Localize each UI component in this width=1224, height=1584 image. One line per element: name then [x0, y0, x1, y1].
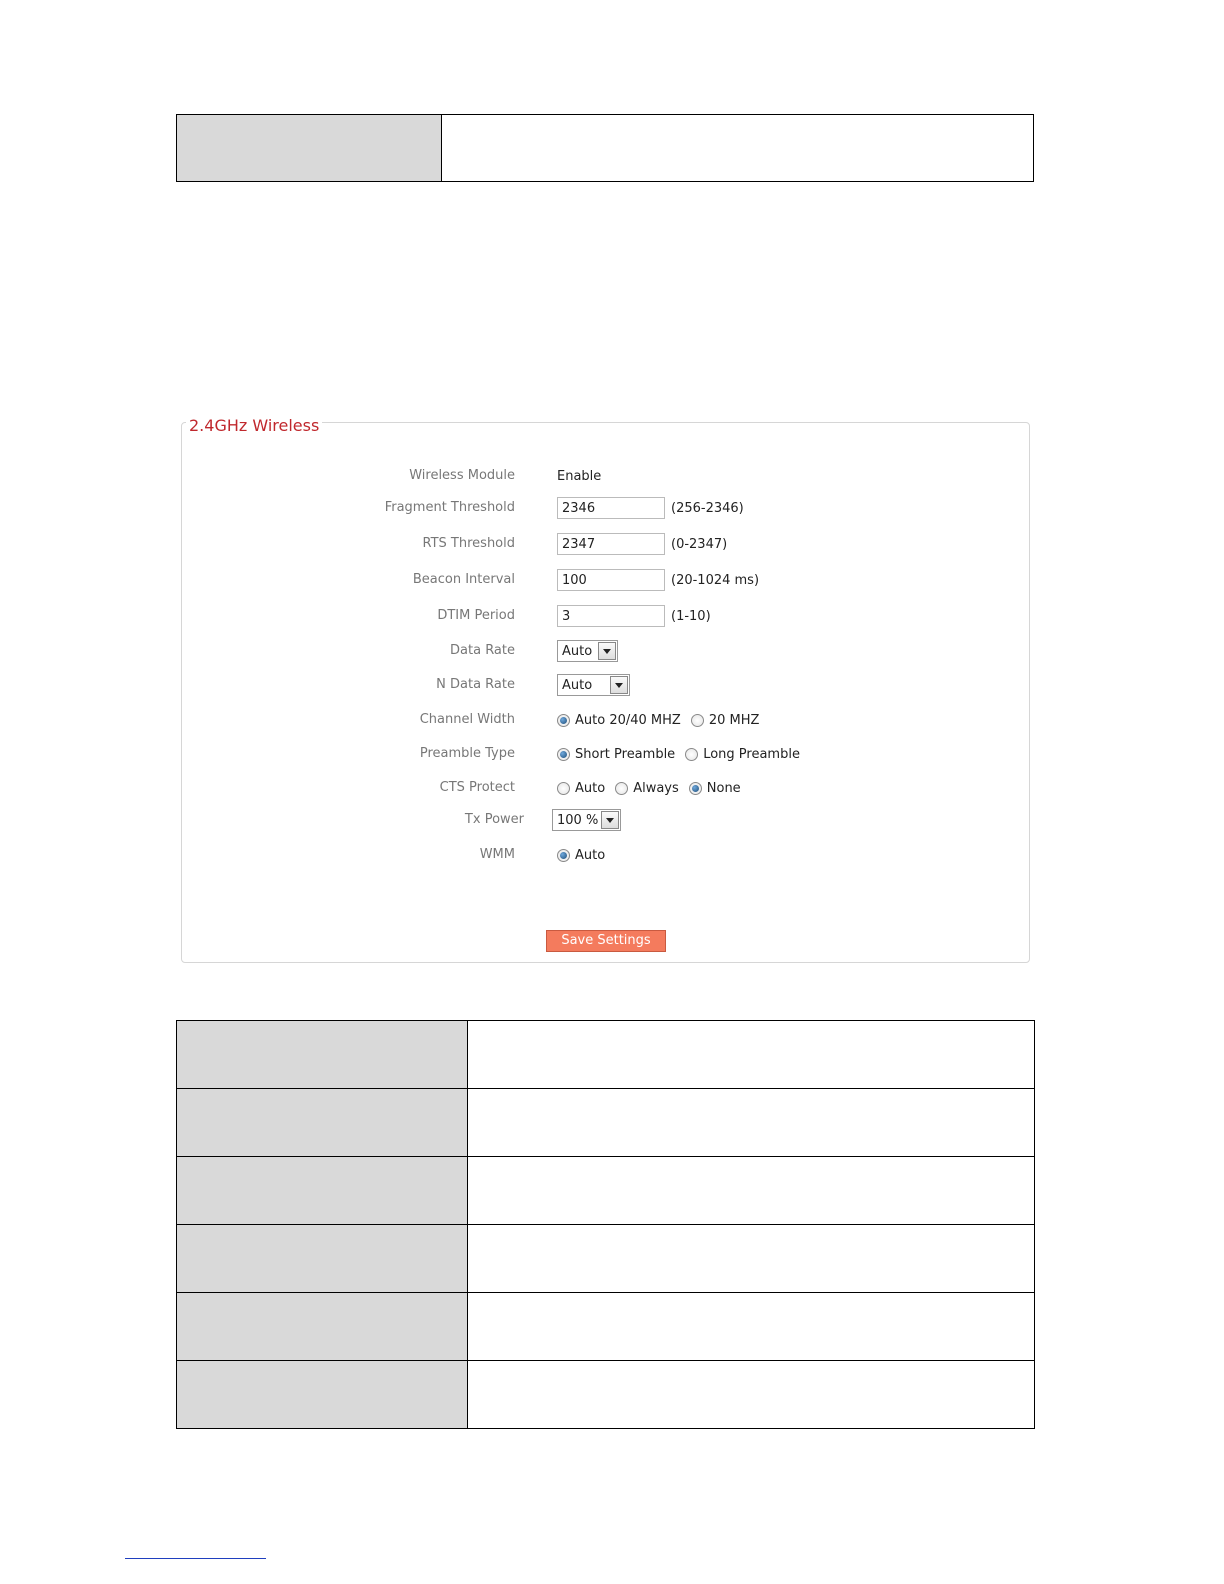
row-wireless-module: [182, 464, 1029, 488]
row-wmm: [182, 843, 1029, 867]
rts-threshold-input[interactable]: [557, 533, 665, 555]
radio-button[interactable]: [557, 782, 570, 795]
rts-threshold-range: (0-2347): [671, 536, 728, 552]
table-value-cell: [468, 1225, 1034, 1292]
cts-option-always[interactable]: [615, 781, 679, 796]
cts-protect-label: CTS Protect: [439, 780, 515, 795]
fragment-threshold-input[interactable]: [557, 497, 665, 519]
option-label: Long Preamble: [703, 746, 800, 762]
dtim-period-range: (1-10): [671, 608, 711, 624]
option-label: None: [706, 780, 741, 796]
wireless-settings-panel: [181, 416, 1030, 963]
radio-button[interactable]: [689, 782, 702, 795]
option-label: Auto: [575, 847, 606, 863]
table-row: [177, 1021, 1034, 1089]
channel-width-label: Channel Width: [419, 712, 515, 727]
beacon-interval-input[interactable]: [557, 569, 665, 591]
row-channel-width: [182, 708, 1029, 732]
preamble-option-long[interactable]: [685, 747, 800, 762]
table-value-cell: [468, 1021, 1034, 1088]
beacon-interval-label: Beacon Interval: [412, 572, 515, 587]
data-rate-selected: Auto: [562, 643, 593, 659]
dtim-period-label: DTIM Period: [437, 608, 515, 623]
top-table: [176, 114, 1034, 182]
row-tx-power: [182, 808, 1029, 832]
table-row: [177, 1293, 1034, 1361]
chevron-down-icon[interactable]: [598, 642, 616, 660]
table-label-cell: [177, 1021, 468, 1088]
chevron-down-icon[interactable]: [610, 676, 628, 694]
n-data-rate-select[interactable]: [557, 674, 630, 696]
table-value-cell: [468, 1293, 1034, 1360]
panel-title: 2.4GHz Wireless: [186, 416, 322, 435]
rts-threshold-label: RTS Threshold: [422, 536, 515, 551]
table-value-cell: [468, 1157, 1034, 1224]
top-table-label-cell: [177, 115, 442, 181]
tx-power-selected: 100 %: [557, 812, 599, 828]
radio-button[interactable]: [691, 714, 704, 727]
footer-link-underline: [125, 1558, 266, 1559]
option-label: Always: [633, 780, 679, 796]
fragment-threshold-label: Fragment Threshold: [384, 500, 515, 515]
wireless-module-label: Wireless Module: [409, 468, 515, 483]
data-rate-select[interactable]: [557, 640, 618, 662]
table-value-cell: [468, 1089, 1034, 1156]
table-value-cell: [468, 1361, 1034, 1428]
wmm-label: WMM: [479, 847, 515, 862]
option-label: Auto: [575, 780, 606, 796]
wmm-option-auto[interactable]: [557, 848, 605, 863]
preamble-type-label: Preamble Type: [419, 746, 515, 761]
row-beacon-interval: [182, 568, 1029, 592]
table-label-cell: [177, 1157, 468, 1224]
save-settings-button[interactable]: Save Settings: [546, 930, 666, 952]
row-fragment-threshold: [182, 496, 1029, 520]
radio-button[interactable]: [557, 849, 570, 862]
option-label: Short Preamble: [575, 746, 676, 762]
chevron-down-icon[interactable]: [601, 811, 619, 829]
table-row: [177, 1225, 1034, 1293]
row-cts-protect: [182, 776, 1029, 800]
row-preamble-type: [182, 742, 1029, 766]
row-n-data-rate: [182, 673, 1029, 697]
cts-option-none[interactable]: [689, 781, 741, 796]
tx-power-select[interactable]: [552, 809, 621, 831]
fragment-threshold-range: (256-2346): [671, 500, 744, 516]
data-rate-label: Data Rate: [450, 643, 515, 658]
option-label: Auto 20/40 MHZ: [575, 712, 681, 728]
bottom-table: [176, 1020, 1035, 1429]
table-row: [177, 1361, 1034, 1428]
wireless-module-value: Enable: [557, 468, 602, 484]
radio-button[interactable]: [685, 748, 698, 761]
row-data-rate: [182, 639, 1029, 663]
preamble-option-short[interactable]: [557, 747, 675, 762]
radio-button[interactable]: [615, 782, 628, 795]
table-label-cell: [177, 1089, 468, 1156]
tx-power-label: Tx Power: [464, 812, 524, 827]
table-row: [177, 1089, 1034, 1157]
beacon-interval-range: (20-1024 ms): [671, 572, 760, 588]
table-row: [177, 1157, 1034, 1225]
cts-option-auto[interactable]: [557, 781, 605, 796]
row-rts-threshold: [182, 532, 1029, 556]
channel-width-option-20[interactable]: [691, 713, 760, 728]
top-table-value-cell: [442, 115, 1033, 181]
table-label-cell: [177, 1225, 468, 1292]
n-data-rate-selected: Auto: [562, 677, 593, 693]
radio-button[interactable]: [557, 748, 570, 761]
radio-button[interactable]: [557, 714, 570, 727]
dtim-period-input[interactable]: [557, 605, 665, 627]
row-dtim-period: [182, 604, 1029, 628]
table-label-cell: [177, 1293, 468, 1360]
channel-width-option-auto[interactable]: [557, 713, 681, 728]
table-label-cell: [177, 1361, 468, 1428]
n-data-rate-label: N Data Rate: [436, 677, 515, 692]
option-label: 20 MHZ: [708, 712, 760, 728]
